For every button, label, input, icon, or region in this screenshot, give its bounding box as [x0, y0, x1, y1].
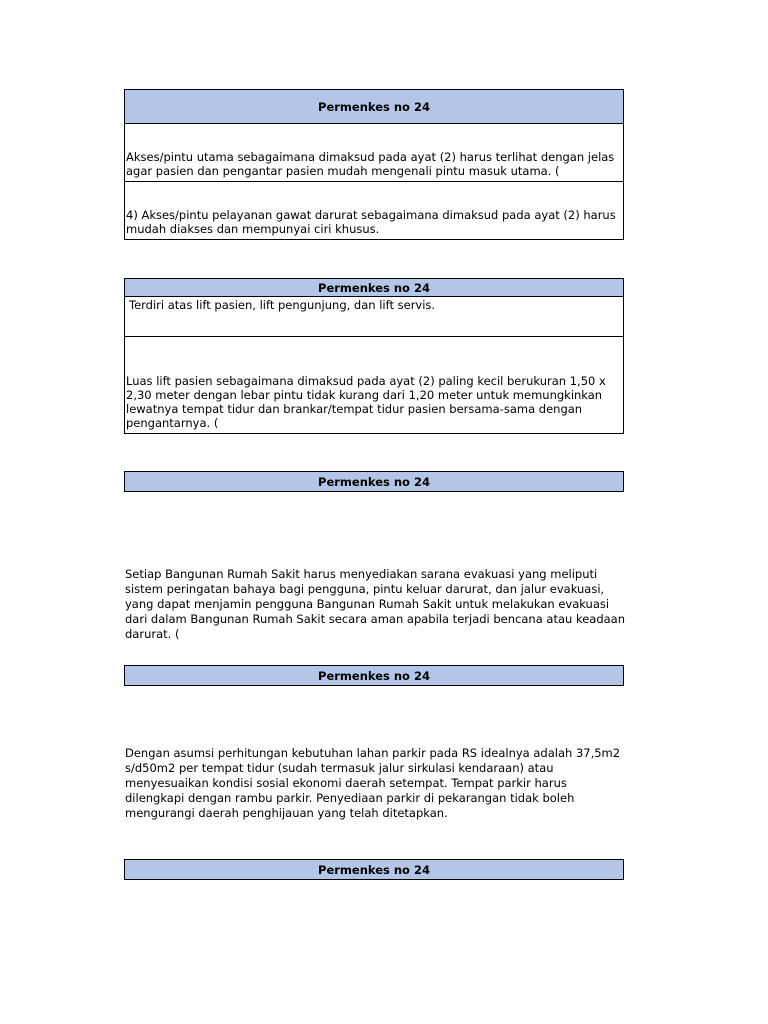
section-2-cell-2 — [124, 337, 624, 434]
section-2-cell-1 — [124, 297, 624, 337]
section-3-text: Setiap Bangunan Rumah Sakit harus menyediakan sarana evakuasi yang meliputi sistem peringatan bahaya bagi pengguna, pintu keluar darurat, dan jalur evakuasi, yang dapat menjamin pengguna Bangunan Rumah Sakit untuk melakukan evakuasi dari dalam Bangunan Rumah Sakit secara aman apabila terjadi bencana atau keadaan darurat. ( — [125, 567, 626, 641]
section-4-header: Permenkes no 24 — [124, 665, 624, 686]
section-2-cell-2-text: Luas lift pasien sebagaimana dimaksud pada ayat (2) paling kecil berukuran 1,50 x 2,30 meter dengan lebar pintu tidak kurang dari 1,20 meter untuk memungkinkan lewatnya tempat tidur dan brankar/tempat tidur pasien bersama-sama dengan pengantarnya. ( — [126, 374, 606, 430]
section-2-cell-1-text: Terdiri atas lift pasien, lift pengunjung, dan lift servis. — [129, 298, 436, 312]
section-1-header: Permenkes no 24 — [124, 89, 624, 124]
section-1-cell-2 — [124, 182, 624, 240]
section-1-cell-1-text: Akses/pintu utama sebagaimana dimaksud pada ayat (2) harus terlihat dengan jelas agar pasien dan pengantar pasien mudah mengenali pintu masuk utama. ( — [126, 150, 615, 178]
section-1-cell-1 — [124, 124, 624, 182]
section-2-header: Permenkes no 24 — [124, 278, 624, 297]
section-4-text: Dengan asumsi perhitungan kebutuhan lahan parkir pada RS idealnya adalah 37,5m2 s/d50m2 per tempat tidur (sudah termasuk jalur sirkulasi kendaraan) atau menyesuaikan kondisi sosial ekonomi daerah setempat. Tempat parkir harus dilengkapi dengan rambu parkir. Penyediaan parkir di pekarangan tidak boleh mengurangi daerah penghijauan yang telah ditetapkan. — [125, 746, 621, 820]
section-5-header: Permenkes no 24 — [124, 859, 624, 880]
section-3-header: Permenkes no 24 — [124, 471, 624, 492]
section-1-cell-2-text: 4) Akses/pintu pelayanan gawat darurat sebagaimana dimaksud pada ayat (2) harus mudah diakses dan mempunyai ciri khusus. — [126, 208, 616, 236]
